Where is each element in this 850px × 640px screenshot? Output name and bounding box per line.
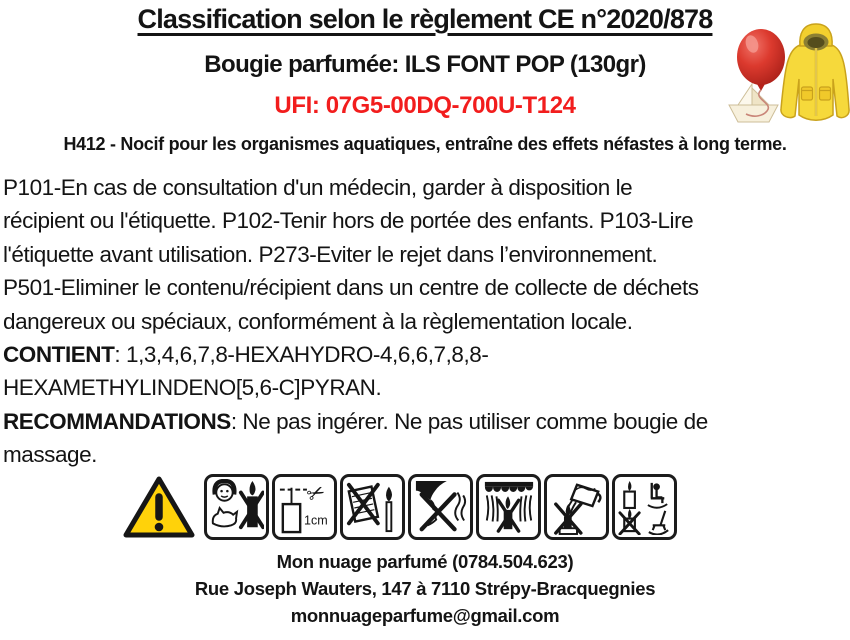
contains-line	[3, 338, 850, 371]
raincoat-icon	[781, 24, 849, 120]
trim-wick-1cm-icon	[272, 474, 337, 540]
precaution-line-4: P501-Eliminer le contenu/récipient dans un centre de collecte de déchets	[3, 275, 699, 301]
recommendations-line-2: massage.	[3, 442, 97, 468]
scissors-glyph: ✂	[302, 479, 329, 508]
safety-pictograms-row	[122, 472, 850, 542]
footer	[0, 548, 850, 629]
wick-length-text: 1cm	[303, 513, 328, 528]
warning-triangle-icon	[122, 474, 196, 540]
extinguish-before-leaving-icon	[612, 474, 677, 540]
precautionary-statements	[0, 171, 850, 472]
recommendations-line	[3, 405, 850, 438]
contains-label: CONTIENT	[3, 342, 115, 368]
keep-away-children-pets-icon	[204, 474, 269, 540]
precaution-line-5: dangereux ou spéciaux, conformément à la règlementation locale.	[3, 308, 633, 334]
precaution-line-3: l'étiquette avant utilisation. P273-Eviter le rejet dans l’environnement.	[3, 241, 658, 267]
precaution-line-1: P101-En cas de consultation d'un médecin, garder à disposition le	[3, 175, 633, 200]
contains-line-2: HEXAMETHYLINDENO[5,6-C]PYRAN.	[3, 375, 382, 401]
keep-away-flammables-icon	[340, 474, 405, 540]
company-address: Rue Joseph Wauters, 147 à 7110 Strépy-Bracquegnies	[194, 577, 656, 599]
keep-away-drafts-curtains-icon	[476, 474, 541, 540]
do-not-extinguish-with-water-icon	[544, 474, 609, 540]
candle-classification-label	[0, 3, 850, 640]
hazard-statement-h412: H412 - Nocif pour les organismes aquatiques, entraîne des effets néfastes à long terme.	[63, 134, 787, 154]
recommendations-label: RECOMMANDATIONS	[3, 408, 231, 434]
precaution-line-2: récipient ou l'étiquette. P102-Tenir hors de portée des enfants. P103-Lire	[3, 208, 694, 234]
do-not-inhale-smoke-icon	[408, 474, 473, 540]
contains-value: : 1,3,4,6,7,8-HEXAHYDRO-4,6,6,7,8,8-	[114, 342, 489, 368]
recommendations-value: : Ne pas ingérer. Ne pas utiliser comme bougie de	[230, 408, 708, 434]
page-title: Classification selon le règlement CE n°2020/878	[137, 4, 713, 34]
ufi-code: UFI: 07G5-00DQ-700U-T124	[274, 92, 576, 119]
product-name: Bougie parfumée: ILS FONT POP (130gr)	[204, 51, 646, 78]
balloon-raincoat-paperboat-illustration	[724, 17, 850, 129]
company-email: monnuageparfume@gmail.com	[290, 604, 560, 626]
company-name: Mon nuage parfumé (0784.504.623)	[276, 550, 574, 572]
